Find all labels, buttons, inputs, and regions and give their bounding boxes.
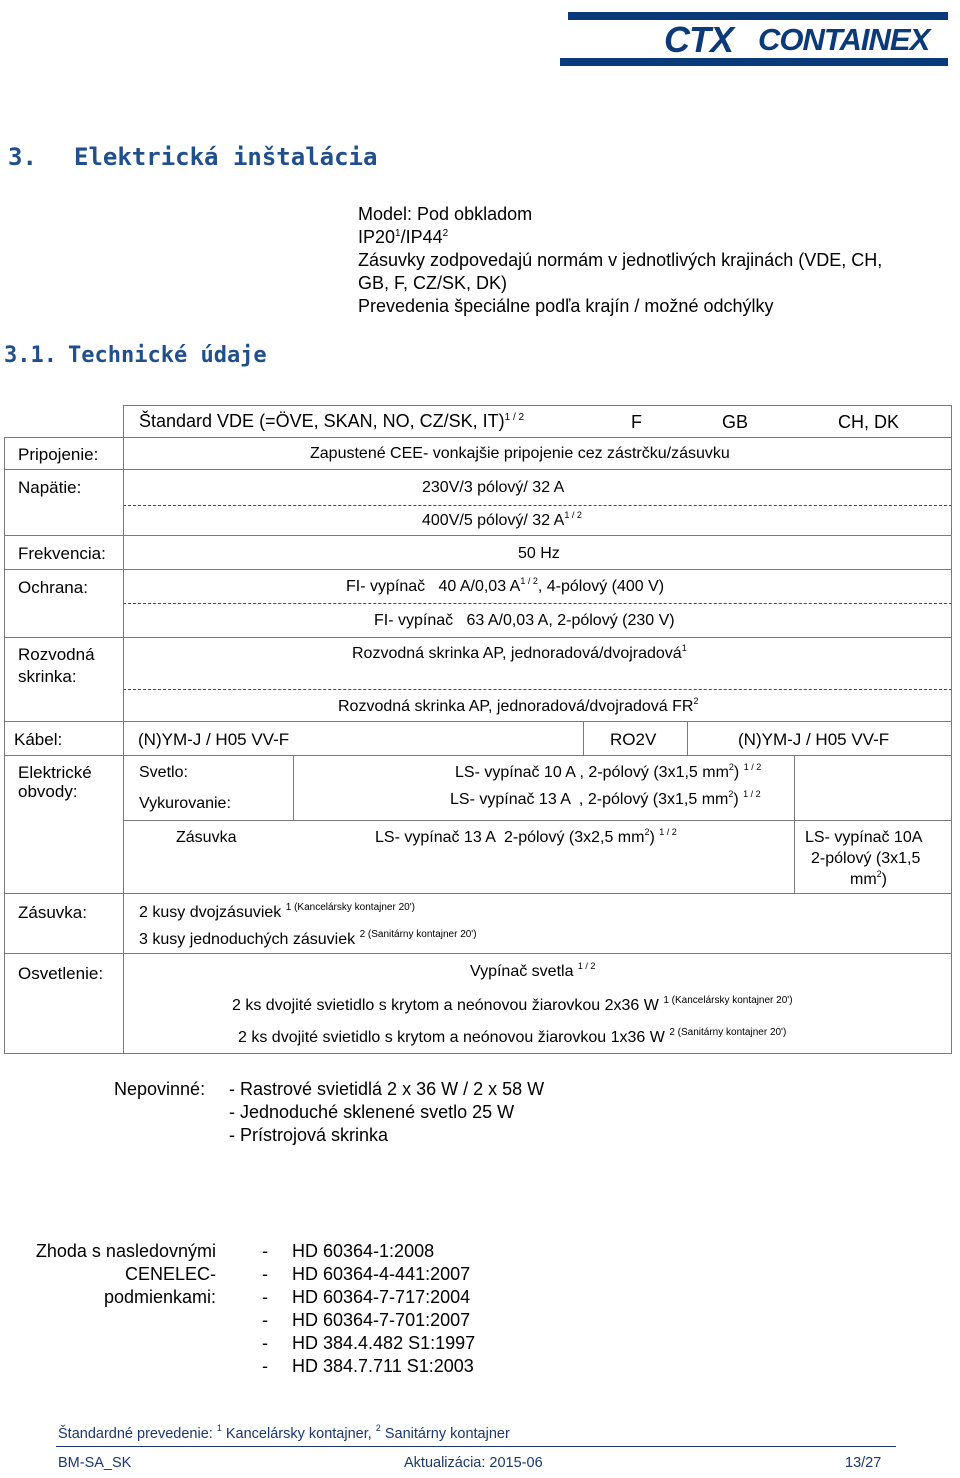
header-ch-dk: CH, DK xyxy=(838,412,900,432)
value-vykurovanie: LS- vypínač 13 A , 2-pólový (3x1,5 $mm^2$) $^{1 / 2}$ xyxy=(450,789,761,808)
standard-item: - HD 60364-7-701:2007 xyxy=(262,1310,471,1330)
label-rozvodna-1: Rozvodná xyxy=(18,645,95,664)
footer-standard-note: Štandardné prevedenie: $^1$ Kancelársky kontajner, $^2$ Sanitárny kontajner xyxy=(58,1423,510,1442)
section-number: 3. xyxy=(8,143,37,171)
optional-label: Nepovinné: xyxy=(114,1079,206,1099)
standard-item: - HD 60364-1:2008 xyxy=(262,1241,435,1261)
label-zasuvka: Zásuvka: xyxy=(18,903,87,922)
value-napatie-1: 230V/3 pólový/ 32 A xyxy=(422,479,565,496)
value-napatie-2: 400V/5 pólový/ 32 $A^{1 / 2}$ xyxy=(422,510,582,529)
value-svetlo: LS- vypínač 10 A , 2-pólový (3x1,5 $mm^2$) $^{1 / 2}$ xyxy=(455,762,762,781)
value-kabel-f: RO2V xyxy=(610,730,657,749)
label-obvody-2: obvody: xyxy=(18,782,78,801)
value-zasuvka-2: 3 kusy jednoduchých zásuviek $^{2 (Sanitárny kontajner 20')}$ xyxy=(139,929,477,948)
header-standard: Štandard VDE (=ÖVE, SKAN, NO, CZ/SK, IT)$^{1 / 2}$ xyxy=(139,411,525,431)
value-pripojenie: Zapustené CEE- vonkajšie pripojenie cez zástrčku/zásuvku xyxy=(310,445,730,462)
label-napatie: Napätie: xyxy=(18,478,82,497)
subsection-title: Technické údaje xyxy=(68,343,267,368)
value-ochrana-2: FI- vypínač 63 A/0,03 A, 2-pólový (230 V) xyxy=(374,612,675,629)
label-zasuvka-circuit: Zásuvka xyxy=(176,829,237,846)
label-obvody-1: Elektrické xyxy=(18,763,92,782)
header-f: F xyxy=(631,412,642,432)
value-lamp-1: 2 ks dvojité svietidlo s krytom a neónovou žiarovkou 2x36 W $^{1 (Kancelársky kontajner 20')}$ xyxy=(232,995,793,1014)
subsection-number: 3.1. xyxy=(4,343,57,368)
ip-rating: $IP20^1/IP44^2$ xyxy=(358,227,449,247)
label-osvetlenie: Osvetlenie: xyxy=(18,964,104,983)
footer-divider xyxy=(56,1446,896,1447)
footer-page: 13/27 xyxy=(845,1455,882,1471)
value-rozvodna-1: Rozvodná skrinka AP, jednoradová/dvojradová$^1$ xyxy=(352,643,687,662)
header-gb: GB xyxy=(722,412,749,432)
conformity-list xyxy=(262,1240,475,1378)
value-circuit-ch-3: $mm^2$) xyxy=(850,869,887,888)
value-circuit-ch-2: 2-pólový (3x1,5 xyxy=(811,850,921,867)
value-lamp-2: 2 ks dvojité svietidlo s krytom a neónovou žiarovkou 1x36 W $^{2 (Sanitárny kontajner 20')}$ xyxy=(238,1027,787,1046)
footer-doc-code: BM-SA_SK xyxy=(58,1455,132,1471)
label-vykurovanie: Vykurovanie: xyxy=(139,795,231,812)
standard-item: - HD 384.4.482 S1:1997 xyxy=(262,1333,476,1353)
norms-line-2: GB, F, CZ/SK, DK) xyxy=(358,273,508,293)
standard-item: - HD 60364-7-717:2004 xyxy=(262,1287,471,1307)
footer-update: Aktualizácia: 2015-06 xyxy=(404,1455,543,1471)
value-kabel-gb-ch: (N)YM-J / H05 VV-F xyxy=(738,730,890,749)
value-ochrana-1: FI- vypínač 40 A/0,03 $A^{1 / 2}$, 4-pólový (400 V) xyxy=(346,576,665,595)
value-light-switch: Vypínač svetla $^{1 / 2}$ xyxy=(470,961,596,980)
label-pripojenie: Pripojenie: xyxy=(18,445,99,464)
conformity-label: Zhoda s nasledovnými CENELEC- podmienkami: xyxy=(35,1241,216,1307)
label-kabel: Kábel: xyxy=(14,730,63,749)
standard-item: - HD 384.7.711 S1:2003 xyxy=(262,1356,474,1376)
value-frekvencia: 50 Hz xyxy=(518,545,560,562)
value-zasuvka-circuit: LS- vypínač 13 A 2-pólový (3x2,5 $mm^2$) $^{1 / 2}$ xyxy=(375,827,677,846)
value-circuit-ch-1: LS- vypínač 10A xyxy=(805,829,923,846)
logo-mark: CTX xyxy=(664,19,733,60)
label-frekvencia: Frekvencia: xyxy=(18,544,106,563)
optional-item: - Prístrojová skrinka xyxy=(229,1125,389,1145)
label-svetlo: Svetlo: xyxy=(139,764,188,781)
label-ochrana: Ochrana: xyxy=(18,578,88,597)
norms-line-1: Zásuvky zodpovedajú normám v jednotlivých krajinách (VDE, CH, xyxy=(358,250,883,270)
standard-item: - HD 60364-4-441:2007 xyxy=(262,1264,471,1284)
label-rozvodna-2: skrinka: xyxy=(18,667,77,686)
variants-note: Prevedenia špeciálne podľa krajín / možné odchýlky xyxy=(358,296,774,316)
optional-item: - Rastrové svietidlá 2 x 36 W / 2 x 58 W xyxy=(229,1079,545,1099)
optional-item: - Jednoduché sklenené svetlo 25 W xyxy=(229,1102,515,1122)
model-line: Model: Pod obkladom xyxy=(358,204,533,224)
logo-name: CONTAINEX xyxy=(758,22,930,57)
value-rozvodna-2: Rozvodná skrinka AP, jednoradová/dvojradová $FR^2$ xyxy=(338,696,699,715)
section-title: Elektrická inštalácia xyxy=(74,143,378,171)
value-kabel-std: (N)YM-J / H05 VV-F xyxy=(138,730,290,749)
value-zasuvka-1: 2 kusy dvojzásuviek $^{1 (Kancelársky kontajner 20')}$ xyxy=(139,902,415,921)
